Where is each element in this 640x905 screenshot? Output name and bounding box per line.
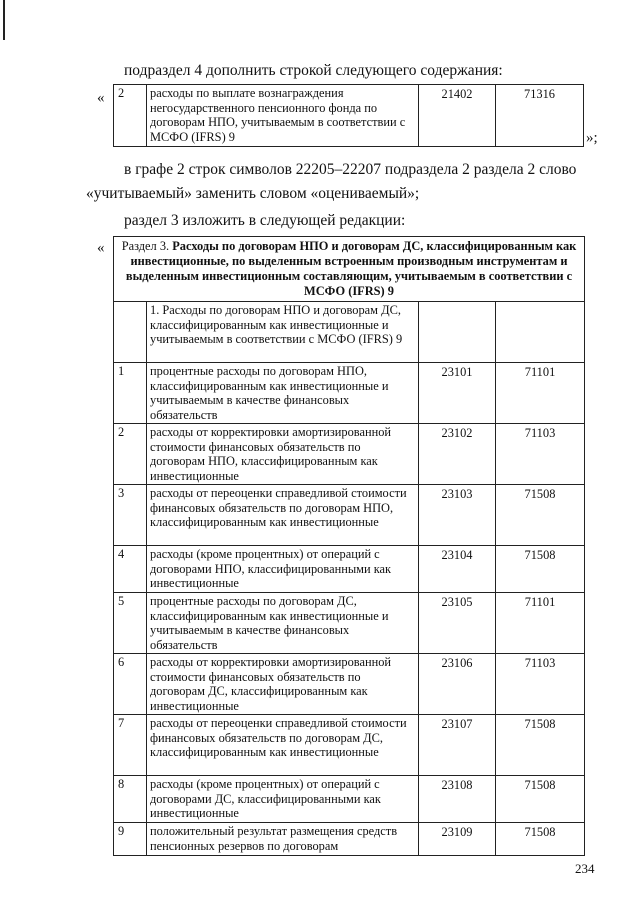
row-code-1: 23103 xyxy=(419,485,496,546)
scan-edge-mark xyxy=(3,0,5,40)
row-text: процентные расходы по договорам ДС, классифицированным как инвестиционные и учитываемым в качестве финансовых обязательств xyxy=(147,593,419,654)
table-row xyxy=(114,654,585,715)
row-text: процентные расходы по договорам НПО, классифицированным как инвестиционные и учитываемым в качестве финансовых обязательств xyxy=(147,363,419,424)
row-text: расходы от переоценки справедливой стоимости финансовых обязательств по договорам ДС, классифицированным как инвестиционные xyxy=(147,715,419,776)
section-header-title: Расходы по договорам НПО и договорам ДС, классифицированным как инвестиционные, по выделенным встроенным производным инструментам и выделенным инвестиционным составляющим, учитываемым в соответствии с МСФО (IFRS) 9 xyxy=(125,239,577,298)
row-code-2: 71508 xyxy=(496,715,585,776)
table-row xyxy=(114,823,585,856)
table-row xyxy=(114,546,585,593)
row-code-1: 23102 xyxy=(419,424,496,485)
row-code-1: 23108 xyxy=(419,776,496,823)
subsection-title: 1. Расходы по договорам НПО и договорам ДС, классифицированным как инвестиционные и учитываемым в соответствии с МСФО (IFRS) 9 xyxy=(147,302,419,363)
row-number: 2 xyxy=(114,85,147,147)
section-3-table xyxy=(113,236,585,856)
row-code-2: 71508 xyxy=(496,776,585,823)
page-number: 234 xyxy=(575,861,595,876)
row-number: 7 xyxy=(114,715,147,776)
row-number: 2 xyxy=(114,424,147,485)
table-row xyxy=(114,85,584,147)
empty-cell xyxy=(114,302,147,363)
amendment-paragraph-line1: в графе 2 строк символов 22205–22207 подраздела 2 раздела 2 слово xyxy=(124,161,577,178)
amendment-paragraph-line2: «учитываемый» заменить словом «оцениваемый»; xyxy=(86,185,420,202)
row-code-2: 71508 xyxy=(496,546,585,593)
row-number: 5 xyxy=(114,593,147,654)
open-quote-2: « xyxy=(97,240,105,256)
row-text: расходы (кроме процентных) от операций с договорами НПО, классифицированными как инвестиционные xyxy=(147,546,419,593)
row-code-1: 23107 xyxy=(419,715,496,776)
data-rows xyxy=(114,363,585,856)
subsection-row xyxy=(114,302,585,363)
row-text: расходы (кроме процентных) от операций с договорами ДС, классифицированными как инвестиционные xyxy=(147,776,419,823)
section-header-row xyxy=(114,237,585,302)
open-quote-1: « xyxy=(97,90,105,106)
row-text: расходы от корректировки амортизированной стоимости финансовых обязательств по договорам НПО, классифицированным как инвестиционные xyxy=(147,424,419,485)
table-row xyxy=(114,485,585,546)
row-text: расходы по выплате вознаграждения негосударственного пенсионного фонда по договорам НПО, учитываемым в соответствии с МСФО (IFRS) 9 xyxy=(147,85,419,147)
row-code-2: 71316 xyxy=(496,85,584,147)
row-code-1: 23106 xyxy=(419,654,496,715)
row-number: 4 xyxy=(114,546,147,593)
section-header-prefix: Раздел 3. xyxy=(121,239,173,253)
row-code-2: 71508 xyxy=(496,823,585,856)
row-code-2: 71101 xyxy=(496,593,585,654)
empty-cell xyxy=(419,302,496,363)
section-intro-paragraph: раздел 3 изложить в следующей редакции: xyxy=(124,212,406,229)
table-row xyxy=(114,776,585,823)
row-code-2: 71101 xyxy=(496,363,585,424)
row-code-1: 23105 xyxy=(419,593,496,654)
row-text: расходы от корректировки амортизированной стоимости финансовых обязательств по договорам ДС, классифицированным как инвестиционные xyxy=(147,654,419,715)
row-code-2: 71508 xyxy=(496,485,585,546)
section-header xyxy=(114,237,585,302)
row-number: 3 xyxy=(114,485,147,546)
row-code-2: 71103 xyxy=(496,654,585,715)
row-code-2: 71103 xyxy=(496,424,585,485)
row-code-1: 23109 xyxy=(419,823,496,856)
close-quote-1: »; xyxy=(586,130,598,146)
new-row-table xyxy=(113,84,584,147)
row-number: 8 xyxy=(114,776,147,823)
table-row xyxy=(114,363,585,424)
intro-paragraph: подраздел 4 дополнить строкой следующего содержания: xyxy=(124,62,503,79)
row-code-1: 21402 xyxy=(419,85,496,147)
table-row xyxy=(114,424,585,485)
row-code-1: 23104 xyxy=(419,546,496,593)
table-row xyxy=(114,593,585,654)
row-code-1: 23101 xyxy=(419,363,496,424)
empty-cell xyxy=(496,302,585,363)
row-text: положительный результат размещения средств пенсионных резервов по договорам xyxy=(147,823,419,856)
row-number: 9 xyxy=(114,823,147,856)
row-text: расходы от переоценки справедливой стоимости финансовых обязательств по договорам НПО, классифицированным как инвестиционные xyxy=(147,485,419,546)
table-row xyxy=(114,715,585,776)
row-number: 6 xyxy=(114,654,147,715)
row-number: 1 xyxy=(114,363,147,424)
